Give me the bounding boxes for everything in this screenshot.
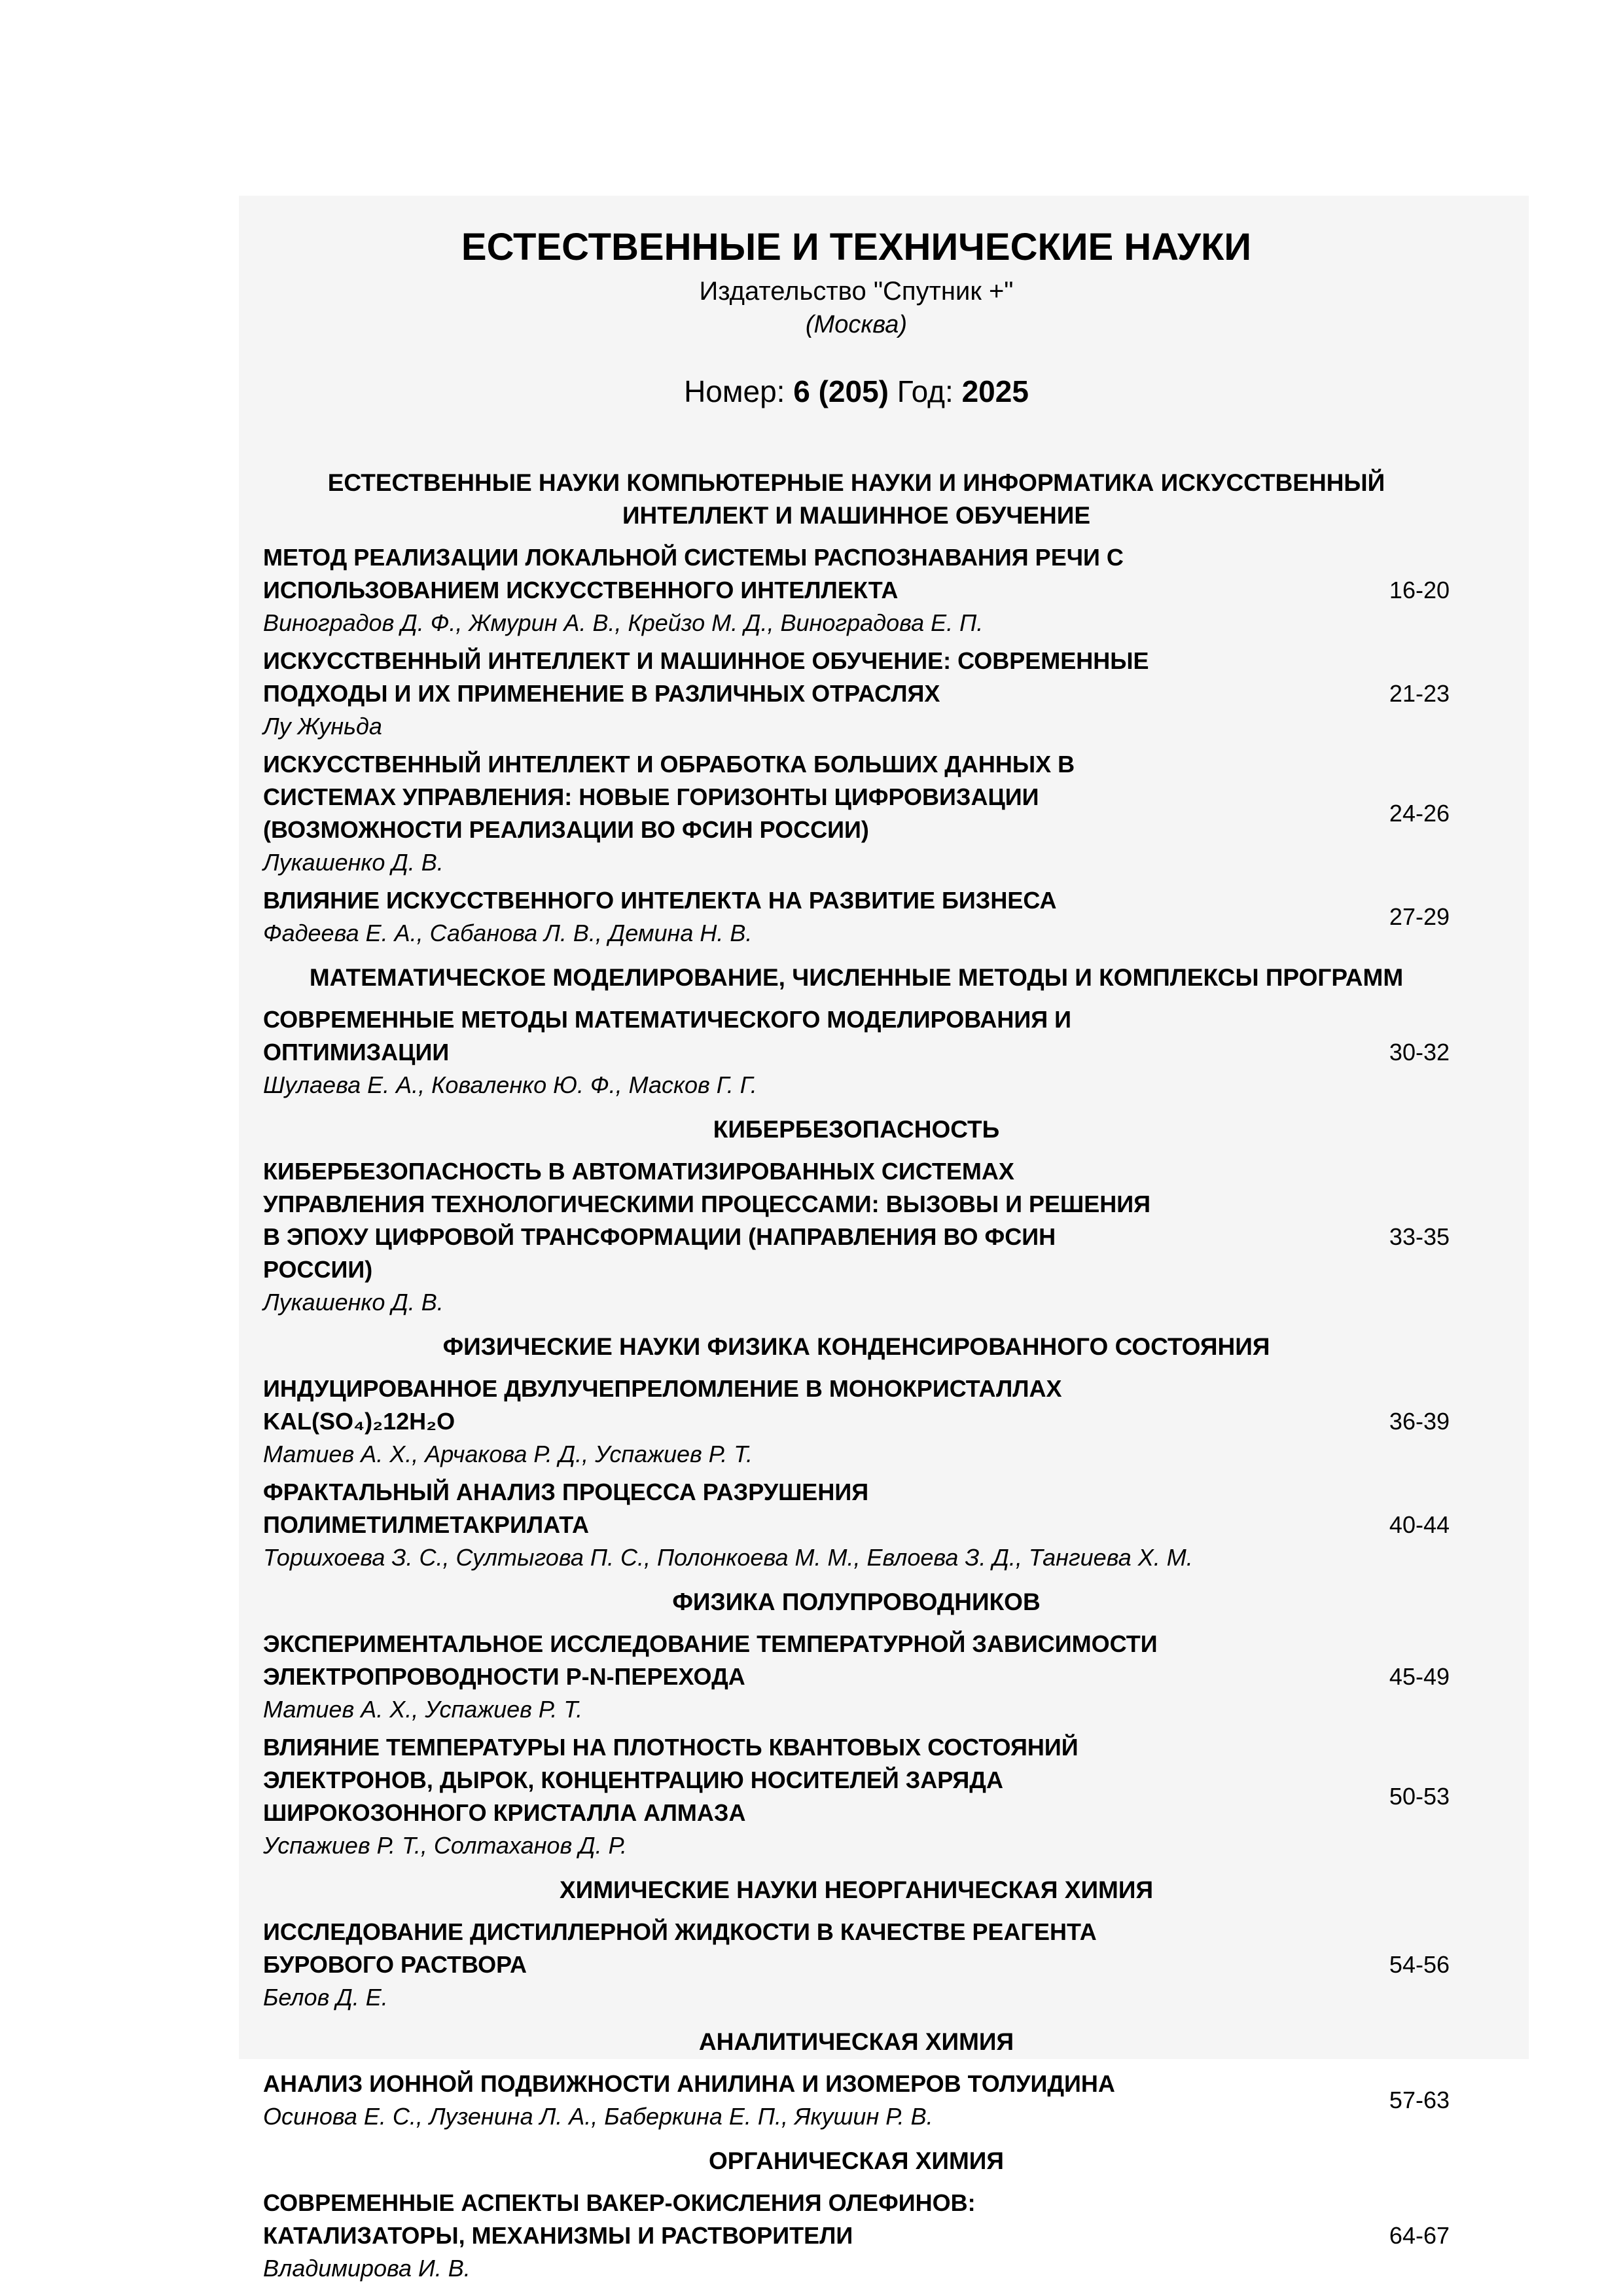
entry-title: АНАЛИЗ ИОННОЙ ПОДВИЖНОСТИ АНИЛИНА И ИЗОМЕРОВ ТОЛУИДИНА	[263, 2070, 1115, 2097]
entry-title: ЭКСПЕРИМЕНТАЛЬНОЕ ИССЛЕДОВАНИЕ ТЕМПЕРАТУРНОЙ ЗАВИСИМОСТИ ЭЛЕКТРОПРОВОДНОСТИ P-N-ПЕРЕХОДА	[263, 1630, 1158, 1690]
entry-pages: 36-39	[1389, 1408, 1450, 1435]
toc-entry	[263, 1731, 1450, 1862]
entry-title: ИССЛЕДОВАНИЕ ДИСТИЛЛЕРНОЙ ЖИДКОСТИ В КАЧЕСТВЕ РЕАГЕНТА БУРОВОГО РАСТВОРА	[263, 1918, 1097, 1978]
toc-entry	[263, 1628, 1450, 1726]
entry-pages: 40-44	[1389, 1511, 1450, 1538]
entry-main	[263, 1731, 1351, 1862]
entry-main	[263, 1003, 1351, 1102]
entry-authors: Владимирова И. В.	[263, 2255, 471, 2282]
toc-entry	[263, 1155, 1450, 1319]
journal-toc-box	[239, 196, 1529, 2282]
entry-authors: Успажиев Р. Т., Солтаханов Д. Р.	[263, 1832, 627, 1859]
entry-title: ВЛИЯНИЕ ТЕМПЕРАТУРЫ НА ПЛОТНОСТЬ КВАНТОВЫХ СОСТОЯНИЙ ЭЛЕКТРОНОВ, ДЫРОК, КОНЦЕНТРАЦИЮ НОСИТЕЛЕЙ ЗАРЯДА ШИРОКОЗОННОГО КРИСТАЛЛА АЛМАЗА	[263, 1734, 1079, 1826]
section-heading: ХИМИЧЕСКИЕ НАУКИ НЕОРГАНИЧЕСКАЯ ХИМИЯ	[559, 1876, 1154, 1903]
entry-authors: Шулаева Е. А., Коваленко Ю. Ф., Масков Г. Г.	[263, 1071, 757, 1098]
entry-pages: 27-29	[1389, 903, 1450, 930]
publisher-line: Издательство "Спутник +"	[699, 277, 1014, 306]
section-heading: ЕСТЕСТВЕННЫЕ НАУКИ КОМПЬЮТЕРНЫЕ НАУКИ И ИНФОРМАТИКА ИСКУССТВЕННЫЙ ИНТЕЛЛЕКТ И МАШИННОЕ ОБУЧЕНИЕ	[327, 469, 1385, 529]
entry-authors: Белов Д. Е.	[263, 1984, 388, 2011]
toc-entry	[263, 645, 1450, 743]
entry-pages: 64-67	[1389, 2222, 1450, 2249]
journal-title: ЕСТЕСТВЕННЫЕ И ТЕХНИЧЕСКИЕ НАУКИ	[461, 226, 1252, 268]
section-heading: АНАЛИТИЧЕСКАЯ ХИМИЯ	[698, 2028, 1014, 2055]
entry-main	[263, 1476, 1351, 1574]
entry-authors: Матиев А. Х., Арчакова Р. Д., Успажиев Р. Т.	[263, 1441, 753, 1467]
entry-title: МЕТОД РЕАЛИЗАЦИИ ЛОКАЛЬНОЙ СИСТЕМЫ РАСПОЗНАВАНИЯ РЕЧИ С ИСПОЛЬЗОВАНИЕМ ИСКУССТВЕННОГО ИНТЕЛЛЕКТА	[263, 544, 1124, 603]
entry-main	[263, 1628, 1351, 1726]
toc-entry	[263, 884, 1450, 950]
entry-pages: 24-26	[1389, 800, 1450, 827]
entry-main	[263, 645, 1351, 743]
entry-authors: Лукашенко Д. В.	[263, 1289, 444, 1316]
entry-title: ИНДУЦИРОВАННОЕ ДВУЛУЧЕПРЕЛОМЛЕНИЕ В МОНОКРИСТАЛЛАХ KAL(SO₄)₂12H₂O	[263, 1375, 1062, 1435]
year-label: Год:	[897, 374, 954, 408]
toc-entry	[263, 2187, 1450, 2285]
entry-authors: Фадеева Е. А., Сабанова Л. В., Демина Н. В.	[263, 920, 753, 946]
entry-pages: 45-49	[1389, 1663, 1450, 1690]
entry-title: ВЛИЯНИЕ ИСКУССТВЕННОГО ИНТЕЛЕКТА НА РАЗВИТИЕ БИЗНЕСА	[263, 887, 1057, 914]
toc-entry	[263, 541, 1450, 639]
entry-pages: 30-32	[1389, 1039, 1450, 1066]
entry-title: ФРАКТАЛЬНЫЙ АНАЛИЗ ПРОЦЕССА РАЗРУШЕНИЯ ПОЛИМЕТИЛМЕТАКРИЛАТА	[263, 1479, 869, 1538]
issue-line	[263, 372, 1450, 410]
entry-main	[263, 1155, 1351, 1319]
section-heading: ФИЗИКА ПОЛУПРОВОДНИКОВ	[672, 1588, 1041, 1615]
city-line: (Москва)	[805, 311, 908, 338]
section-heading: ФИЗИЧЕСКИЕ НАУКИ ФИЗИКА КОНДЕНСИРОВАННОГО СОСТОЯНИЯ	[442, 1333, 1270, 1360]
toc-entry	[263, 1372, 1450, 1471]
toc-entry	[263, 2068, 1450, 2133]
entry-authors: Виноградов Д. Ф., Жмурин А. В., Крейзо М. Д., Виноградова Е. П.	[263, 609, 984, 636]
entry-authors: Лу Жуньда	[263, 713, 382, 740]
year-value: 2025	[961, 374, 1029, 408]
section-heading: КИБЕРБЕЗОПАСНОСТЬ	[713, 1116, 1000, 1143]
entry-main	[263, 2068, 1351, 2133]
entry-pages: 21-23	[1389, 680, 1450, 707]
entry-title: ИСКУССТВЕННЫЙ ИНТЕЛЛЕКТ И МАШИННОЕ ОБУЧЕНИЕ: СОВРЕМЕННЫЕ ПОДХОДЫ И ИХ ПРИМЕНЕНИЕ В РАЗЛИЧНЫХ ОТРАСЛЯХ	[263, 647, 1149, 707]
entry-main	[263, 1916, 1351, 2014]
toc-entry	[263, 748, 1450, 879]
issue-value: 6 (205)	[793, 374, 889, 408]
entry-main	[263, 748, 1351, 879]
entry-pages: 54-56	[1389, 1951, 1450, 1978]
entry-title: СОВРЕМЕННЫЕ АСПЕКТЫ ВАКЕР-ОКИСЛЕНИЯ ОЛЕФИНОВ: КАТАЛИЗАТОРЫ, МЕХАНИЗМЫ И РАСТВОРИТЕЛИ	[263, 2189, 976, 2249]
toc-entry	[263, 1916, 1450, 2014]
entry-authors: Матиев А. Х., Успажиев Р. Т.	[263, 1696, 583, 1723]
entry-main	[263, 884, 1351, 950]
entry-title: КИБЕРБЕЗОПАСНОСТЬ В АВТОМАТИЗИРОВАННЫХ СИСТЕМАХ УПРАВЛЕНИЯ ТЕХНОЛОГИЧЕСКИМИ ПРОЦЕССАМИ: ВЫЗОВЫ И РЕШЕНИЯ В ЭПОХУ ЦИФРОВОЙ ТРАНСФОРМАЦИИ (НАПРАВЛЕНИЯ ВО ФСИН РОССИИ)	[263, 1158, 1150, 1283]
entry-main	[263, 2187, 1351, 2285]
entry-authors: Торшхоева З. С., Султыгова П. С., Полонкоева М. М., Евлоева З. Д., Тангиева Х. М.	[263, 1544, 1193, 1571]
entry-main	[263, 1372, 1351, 1471]
section-heading: ОРГАНИЧЕСКАЯ ХИМИЯ	[709, 2147, 1004, 2174]
section-heading: МАТЕМАТИЧЕСКОЕ МОДЕЛИРОВАНИЕ, ЧИСЛЕННЫЕ МЕТОДЫ И КОМПЛЕКСЫ ПРОГРАММ	[309, 964, 1404, 991]
entry-title: СОВРЕМЕННЫЕ МЕТОДЫ МАТЕМАТИЧЕСКОГО МОДЕЛИРОВАНИЯ И ОПТИМИЗАЦИИ	[263, 1006, 1072, 1066]
entry-pages: 50-53	[1389, 1783, 1450, 1810]
entry-pages: 33-35	[1389, 1223, 1450, 1250]
toc-entry	[263, 1476, 1450, 1574]
issue-label: Номер:	[684, 374, 785, 408]
entry-authors: Лукашенко Д. В.	[263, 849, 444, 876]
toc-entry	[263, 1003, 1450, 1102]
entry-pages: 16-20	[1389, 577, 1450, 603]
entry-pages: 57-63	[1389, 2087, 1450, 2113]
entry-authors: Осинова Е. С., Лузенина Л. А., Баберкина Е. П., Якушин Р. В.	[263, 2103, 933, 2130]
journal-header	[263, 226, 1450, 410]
toc	[263, 467, 1450, 2285]
entry-title: ИСКУССТВЕННЫЙ ИНТЕЛЛЕКТ И ОБРАБОТКА БОЛЬШИХ ДАННЫХ В СИСТЕМАХ УПРАВЛЕНИЯ: НОВЫЕ ГОРИЗОНТЫ ЦИФРОВИЗАЦИИ (ВОЗМОЖНОСТИ РЕАЛИЗАЦИИ ВО ФСИН РОССИИ)	[263, 751, 1075, 843]
entry-main	[263, 541, 1351, 639]
